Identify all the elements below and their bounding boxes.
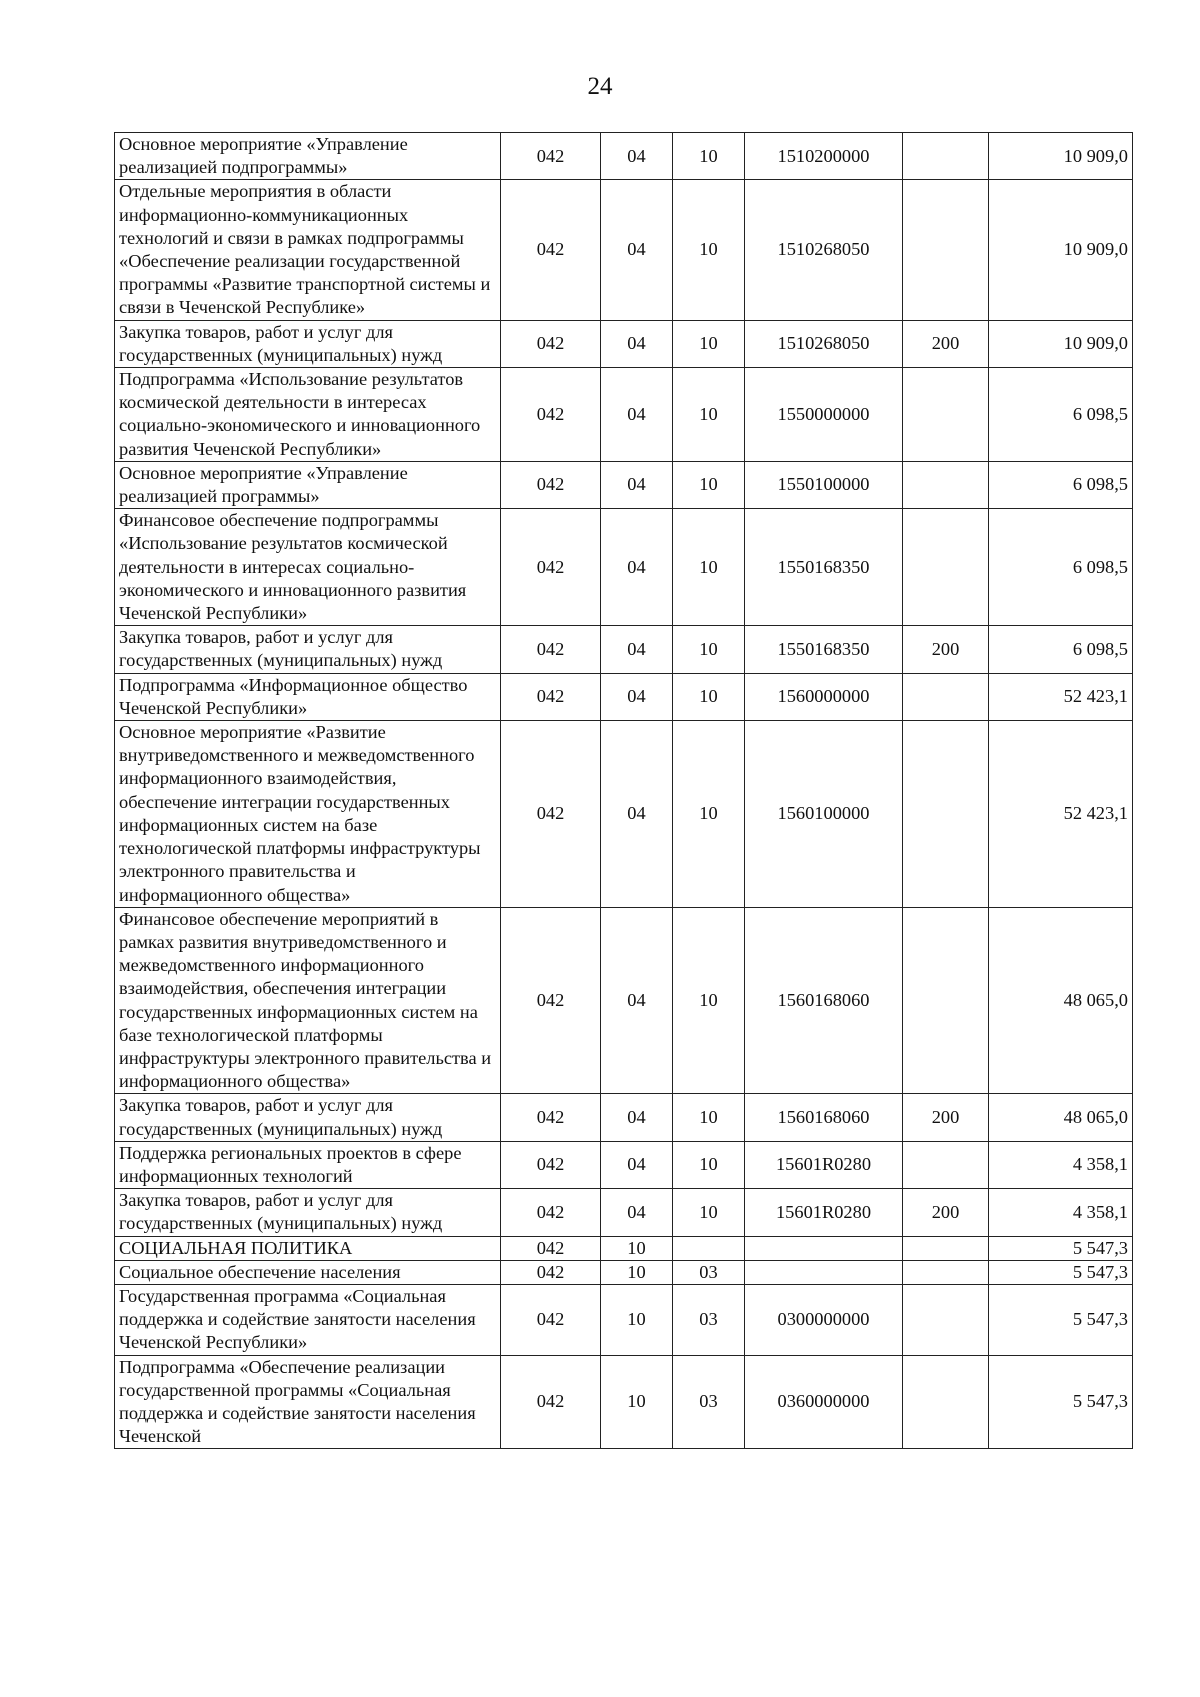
row-section-code: 04: [601, 626, 673, 673]
row-section-code: 04: [601, 1141, 673, 1188]
row-grbs-code: 042: [501, 626, 601, 673]
row-subsection-code: 03: [673, 1355, 745, 1449]
row-subsection-code: 10: [673, 133, 745, 180]
row-expense-type-code: [903, 461, 989, 508]
row-subsection-code: 10: [673, 626, 745, 673]
table-row: [115, 907, 1133, 1094]
row-amount: 52 423,1: [989, 721, 1133, 908]
row-subsection-code: 10: [673, 461, 745, 508]
row-subsection-code: 03: [673, 1260, 745, 1284]
row-grbs-code: 042: [501, 1284, 601, 1355]
row-subsection-code: 10: [673, 1141, 745, 1188]
row-section-code: 04: [601, 461, 673, 508]
row-section-code: 10: [601, 1355, 673, 1449]
row-grbs-code: 042: [501, 907, 601, 1094]
row-grbs-code: 042: [501, 180, 601, 320]
row-grbs-code: 042: [501, 461, 601, 508]
row-expense-type-code: [903, 907, 989, 1094]
row-amount: 48 065,0: [989, 907, 1133, 1094]
row-grbs-code: 042: [501, 1236, 601, 1260]
row-section-code: 10: [601, 1284, 673, 1355]
row-subsection-code: 10: [673, 320, 745, 367]
table-row: [115, 1236, 1133, 1260]
row-section-code: 04: [601, 368, 673, 462]
row-subsection-code: 10: [673, 368, 745, 462]
row-section-code: 04: [601, 907, 673, 1094]
row-grbs-code: 042: [501, 509, 601, 626]
row-target-article-code: 1510200000: [745, 133, 903, 180]
row-target-article-code: 1560168060: [745, 1094, 903, 1141]
row-amount: 6 098,5: [989, 461, 1133, 508]
row-subsection-code: 10: [673, 1189, 745, 1236]
row-subsection-code: 10: [673, 180, 745, 320]
row-section-code: 10: [601, 1260, 673, 1284]
row-amount: 4 358,1: [989, 1141, 1133, 1188]
row-expense-type-code: [903, 1355, 989, 1449]
row-expense-type-code: [903, 368, 989, 462]
row-target-article-code: 1560100000: [745, 721, 903, 908]
row-subsection-code: 10: [673, 721, 745, 908]
row-expense-type-code: [903, 721, 989, 908]
row-name: Закупка товаров, работ и услуг для государственных (муниципальных) нужд: [115, 1189, 501, 1236]
table-row: [115, 368, 1133, 462]
row-amount: 10 909,0: [989, 180, 1133, 320]
row-name: Отдельные мероприятия в области информационно-коммуникационных технологий и связи в рамках подпрограммы «Обеспечение реализации государственной программы «Развитие транспортной системы и связи в Чеченской Республике»: [115, 180, 501, 320]
table-row: [115, 673, 1133, 720]
table-row: [115, 461, 1133, 508]
row-section-code: 04: [601, 133, 673, 180]
row-grbs-code: 042: [501, 368, 601, 462]
table-row: [115, 133, 1133, 180]
row-target-article-code: 1510268050: [745, 180, 903, 320]
table-row: [115, 1355, 1133, 1449]
table-row: [115, 626, 1133, 673]
row-section-code: 04: [601, 509, 673, 626]
row-section-code: 04: [601, 1094, 673, 1141]
row-target-article-code: 1550000000: [745, 368, 903, 462]
row-grbs-code: 042: [501, 1260, 601, 1284]
row-name: Финансовое обеспечение мероприятий в рамках развития внутриведомственного и межведомственного информационного взаимодействия, обеспечения интеграции государственных информационных систем на базе технологической платформы инфраструктуры электронного правительства и информационного общества»: [115, 907, 501, 1094]
row-name: Подпрограмма «Обеспечение реализации государственной программы «Социальная поддержка и содействие занятости населения Чеченской: [115, 1355, 501, 1449]
row-subsection-code: 10: [673, 1094, 745, 1141]
row-section-code: 04: [601, 180, 673, 320]
row-subsection-code: 10: [673, 509, 745, 626]
row-grbs-code: 042: [501, 1094, 601, 1141]
row-amount: 5 547,3: [989, 1236, 1133, 1260]
row-subsection-code: 10: [673, 907, 745, 1094]
row-target-article-code: 0360000000: [745, 1355, 903, 1449]
table-row: [115, 1189, 1133, 1236]
row-expense-type-code: 200: [903, 626, 989, 673]
row-amount: 6 098,5: [989, 368, 1133, 462]
row-name: Закупка товаров, работ и услуг для государственных (муниципальных) нужд: [115, 320, 501, 367]
row-expense-type-code: [903, 133, 989, 180]
row-expense-type-code: [903, 509, 989, 626]
row-amount: 6 098,5: [989, 626, 1133, 673]
row-amount: 5 547,3: [989, 1355, 1133, 1449]
row-target-article-code: 1550168350: [745, 626, 903, 673]
row-target-article-code: 0300000000: [745, 1284, 903, 1355]
row-name: Подпрограмма «Информационное общество Чеченской Республики»: [115, 673, 501, 720]
row-target-article-code: [745, 1260, 903, 1284]
row-name: Финансовое обеспечение подпрограммы «Использование результатов космической деятельности в интересах социально-экономического и инновационного развития Чеченской Республики»: [115, 509, 501, 626]
row-expense-type-code: [903, 673, 989, 720]
row-expense-type-code: [903, 1141, 989, 1188]
row-expense-type-code: 200: [903, 1189, 989, 1236]
table-row: [115, 320, 1133, 367]
row-grbs-code: 042: [501, 133, 601, 180]
row-target-article-code: 15601R0280: [745, 1141, 903, 1188]
table-row: [115, 1260, 1133, 1284]
row-target-article-code: 1510268050: [745, 320, 903, 367]
row-name: Поддержка региональных проектов в сфере информационных технологий: [115, 1141, 501, 1188]
row-name: Основное мероприятие «Управление реализацией программы»: [115, 461, 501, 508]
row-amount: 10 909,0: [989, 320, 1133, 367]
row-section-code: 04: [601, 320, 673, 367]
row-target-article-code: 1550168350: [745, 509, 903, 626]
row-name: Основное мероприятие «Развитие внутриведомственного и межведомственного информационного взаимодействия, обеспечение интеграции государственных информационных систем на базе технологической платформы инфраструктуры электронного правительства и информационного общества»: [115, 721, 501, 908]
row-target-article-code: 15601R0280: [745, 1189, 903, 1236]
row-subsection-code: 10: [673, 673, 745, 720]
row-target-article-code: 1560000000: [745, 673, 903, 720]
row-grbs-code: 042: [501, 320, 601, 367]
row-amount: 4 358,1: [989, 1189, 1133, 1236]
row-amount: 48 065,0: [989, 1094, 1133, 1141]
row-expense-type-code: [903, 1260, 989, 1284]
row-amount: 5 547,3: [989, 1284, 1133, 1355]
row-grbs-code: 042: [501, 673, 601, 720]
row-name: Основное мероприятие «Управление реализацией подпрограммы»: [115, 133, 501, 180]
row-name: Социальное обеспечение населения: [115, 1260, 501, 1284]
row-name: СОЦИАЛЬНАЯ ПОЛИТИКА: [115, 1236, 501, 1260]
row-section-code: 04: [601, 1189, 673, 1236]
budget-table: [114, 132, 1133, 1449]
row-name: Закупка товаров, работ и услуг для государственных (муниципальных) нужд: [115, 626, 501, 673]
row-grbs-code: 042: [501, 721, 601, 908]
table-row: [115, 1284, 1133, 1355]
row-name: Закупка товаров, работ и услуг для государственных (муниципальных) нужд: [115, 1094, 501, 1141]
table-row: [115, 1141, 1133, 1188]
row-section-code: 04: [601, 721, 673, 908]
row-name: Государственная программа «Социальная поддержка и содействие занятости населения Чеченской Республики»: [115, 1284, 501, 1355]
row-subsection-code: 03: [673, 1284, 745, 1355]
row-name: Подпрограмма «Использование результатов космической деятельности в интересах социально-экономического и инновационного развития Чеченской Республики»: [115, 368, 501, 462]
row-section-code: 04: [601, 673, 673, 720]
row-subsection-code: [673, 1236, 745, 1260]
row-grbs-code: 042: [501, 1141, 601, 1188]
row-target-article-code: [745, 1236, 903, 1260]
row-section-code: 10: [601, 1236, 673, 1260]
row-amount: 5 547,3: [989, 1260, 1133, 1284]
row-expense-type-code: [903, 1236, 989, 1260]
row-expense-type-code: [903, 180, 989, 320]
row-expense-type-code: [903, 1284, 989, 1355]
row-target-article-code: 1560168060: [745, 907, 903, 1094]
row-amount: 52 423,1: [989, 673, 1133, 720]
row-expense-type-code: 200: [903, 1094, 989, 1141]
table-row: [115, 1094, 1133, 1141]
row-grbs-code: 042: [501, 1355, 601, 1449]
row-amount: 10 909,0: [989, 133, 1133, 180]
table-row: [115, 721, 1133, 908]
table-row: [115, 180, 1133, 320]
table-row: [115, 509, 1133, 626]
row-expense-type-code: 200: [903, 320, 989, 367]
page-number: 24: [587, 73, 613, 100]
row-amount: 6 098,5: [989, 509, 1133, 626]
row-target-article-code: 1550100000: [745, 461, 903, 508]
row-grbs-code: 042: [501, 1189, 601, 1236]
